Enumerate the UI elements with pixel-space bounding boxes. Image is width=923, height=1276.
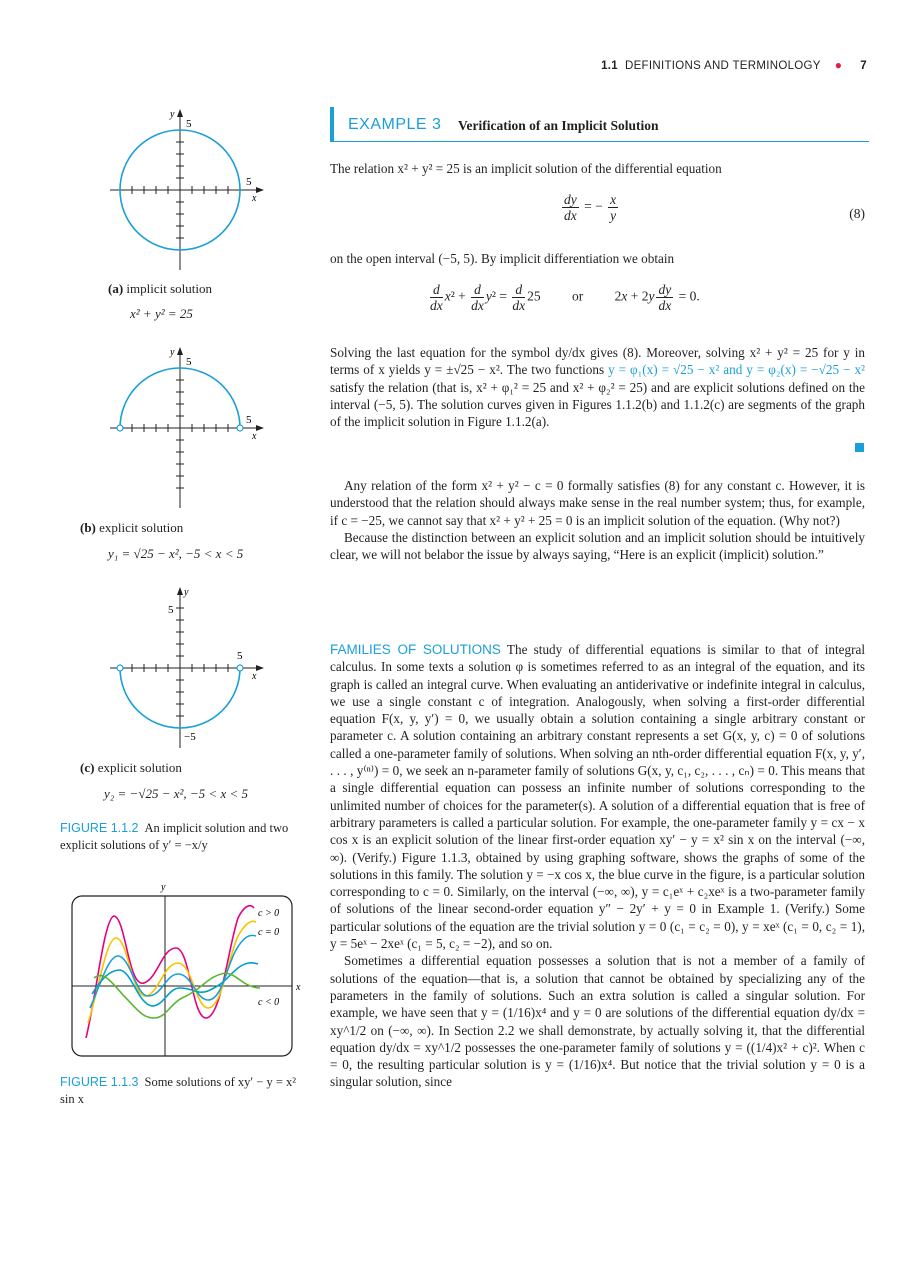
x-axis-label: x [252, 431, 257, 442]
figure-c-caption: (c) explicit solution [80, 760, 182, 775]
or-text: or [571, 288, 584, 304]
figure-1-1-2-caption [60, 820, 310, 854]
figure-1-1-3-graph [66, 878, 318, 1063]
page-number: 7 [860, 60, 867, 72]
figure-b-caption: (b) explicit solution [80, 520, 184, 535]
y-axis-label: y [170, 109, 175, 120]
implicit-differentiation-equation: $\frac{d}{dx}$ x² + $\frac{d}{dx}$ y² = $\frac{d}{dx}$ 25 or 2x + 2y $\frac{dy}{dx}$ = 0. [430, 282, 700, 313]
example-heading [330, 107, 869, 142]
header-title: DEFINITIONS AND TERMINOLOGY [624, 60, 821, 72]
figure-1-1-2b-graph [100, 343, 270, 518]
section-heading: FAMILIES OF SOLUTIONS [330, 642, 501, 657]
figure-b-equation: y₁ = √25 − x², −5 < x < 5 [108, 546, 244, 561]
x-tick-label: 5 [246, 176, 252, 188]
y-axis-label: y [184, 587, 189, 598]
paragraph-formal: Any relation of the form x² + y² − c = 0 formally satisfies (8) for any constant c. However, it is understood that the relation should always make sense in the real number system; thus, for example, if c = −25, we cannot say that x² + y² + 25 = 0 is an implicit solution of the equation. (Why not?) Because the distinction between an explicit solution and an implicit solution should be intuitively clear, we will not belabor the issue by always saying, “Here is an explicit (implicit) solution.” [330, 478, 865, 563]
figure-a-equation: x² + y² = 25 [130, 306, 193, 321]
legend-c-zero: c = 0 [258, 927, 280, 938]
y-axis-label: y [170, 347, 175, 358]
families-body: The study of differential equations is similar to that of integral calculus. In some texts a solution φ is sometimes referred to as an integral of the equation, and its graph is called an integral curve. When evaluating an antiderivative or indefinite integral in calculus, we use a single constant c of integration. Analogously, when solving a first-order differential equation F(x, y, y′) = 0, we usually obtain a solution containing a single arbitrary constant or parameter c. A solution containing an arbitrary constant represents a set G(x, y, c) = 0 of solutions called a one-parameter family of solutions. When solving an nth-order differential equation F(x, y, y′, . . . , y⁽ⁿ⁾) = 0, we seek an n-parameter family of solutions G(x, y, c₁, c₂, . . . , cₙ) = 0. This means that a single differential equation can possess an infinite number of solutions corresponding to the unlimited number of choices for the parameter(s). A solution of a differential equation that is free of arbitrary parameters is called a particular solution. For example, the one-parameter family y = cx − x cos x is an explicit solution of the linear first-order equation xy′ − y = x² sin x on the interval (−∞, ∞). (Verify.) Figure 1.1.3, obtained by using graphing software, shows the graphs of some of the solutions in this family. The solution y = −x cos x, the blue curve in the figure, is a particular solution corresponding to c = 0. Similarly, on the interval (−∞, ∞), y = c₁eˣ + c₂xeˣ is a two-parameter family of solutions of the linear second-order equation y″ − 2y′ + y = 0 in Example 1. (Verify.) Some particular solutions of the equation are the trivial solution y = 0 (c₁ = c₂ = 0), y = xeˣ (c₁ = 0, c₂ = 1), y = 5eˣ − 2xeˣ (c₁ = 5, c₂ = −2), and so on. [330, 642, 865, 952]
figure-1-1-2c-graph [100, 583, 270, 758]
x-axis-label: x [296, 982, 301, 993]
y-tick-label: 5 [186, 118, 192, 130]
y-tick-neg-label: −5 [184, 731, 196, 743]
paragraph-distinction: Because the distinction between an explicit solution and an implicit solution should be intuitively clear, we will not belabor the issue by always saying, “Here is an explicit (implicit) solution.” [330, 529, 865, 563]
x-axis-label: x [252, 193, 257, 204]
interval-text: on the open interval (−5, 5). By implicit differentiation we obtain [330, 251, 675, 266]
singular-paragraph: Sometimes a differential equation possesses a solution that is not a member of a family of solutions of the equation—that is, a solution that cannot be obtained by specializing any of the parameters in the family of solutions. Such an extra solution is called a singular solution. For example, we have seen that y = (1/16)x⁴ and y = 0 are solutions of the differential equation dy/dx = xy^1/2 on (−∞, ∞). In Section 2.2 we shall demonstrate, by actually solving it, that the differential equation dy/dx = xy^1/2 possesses the one-parameter family of solutions y = ((1/4)x² + c)². When c = 0, the resulting particular solution is y = (1/16)x⁴. But notice that the trivial solution y = 0 is a singular solution, since [330, 953, 865, 1090]
equation-8: $\frac{dy}{dx}$ = − $\frac{x}{y}$ [564, 192, 617, 223]
x-axis-label: x [252, 671, 257, 682]
explicit-functions: y = φ₁(x) = √25 − x² and y = φ₂(x) = −√25 − x² [608, 362, 866, 378]
figure-a-caption: (a) implicit solution [108, 281, 213, 296]
figure-label: FIGURE 1.1.3 [60, 1075, 139, 1089]
figure-title: An implicit solution and two explicit solutions of y′ = −x/y [60, 821, 289, 852]
x-tick-label: 5 [246, 414, 252, 426]
figure-1-1-3-caption [60, 1074, 310, 1108]
running-header [601, 58, 867, 72]
bullet-icon: ● [834, 58, 843, 72]
x-tick-label: 5 [237, 650, 243, 662]
example-intro: The relation x² + y² = 25 is an implicit solution of the differential equation [330, 161, 722, 176]
y-tick-label: 5 [186, 356, 192, 368]
figure-c-equation: y₂ = −√25 − x², −5 < x < 5 [104, 786, 248, 801]
solving-paragraph: Solving the last equation for the symbol dy/dx gives (8). Moreover, solving x² + y² = 25 for y in terms of x yields y = ±√25 − x². The two functions y = φ₁(x) = √25 − x² and y = φ₂(x) = −√25 − x² satisfy the relation (that is, x² + φ₁² = 25 and x² + φ₂² = 25) and are explicit solutions defined on the interval (−5, 5). The solution curves given in Figures 1.1.2(b) and 1.1.2(c) are segments of the graph of the implicit solution in Figure 1.1.2(a). [330, 345, 866, 430]
y-axis-label: y [161, 882, 166, 893]
end-of-example-icon [855, 443, 864, 452]
example-label: EXAMPLE 3 [348, 116, 442, 133]
figure-1-1-2a-graph [100, 105, 270, 280]
figure-label: FIGURE 1.1.2 [60, 821, 139, 835]
y-tick-label: 5 [168, 604, 174, 616]
header-section: 1.1 [601, 60, 618, 72]
legend-c-positive: c > 0 [258, 908, 280, 919]
example-title: Verification of an Implicit Solution [458, 118, 659, 133]
figure-title: Some solutions of xy′ − y = x² sin x [60, 1075, 296, 1106]
legend-c-negative: c < 0 [258, 997, 280, 1008]
families-section [330, 641, 865, 1091]
equation-number: (8) [849, 206, 865, 221]
